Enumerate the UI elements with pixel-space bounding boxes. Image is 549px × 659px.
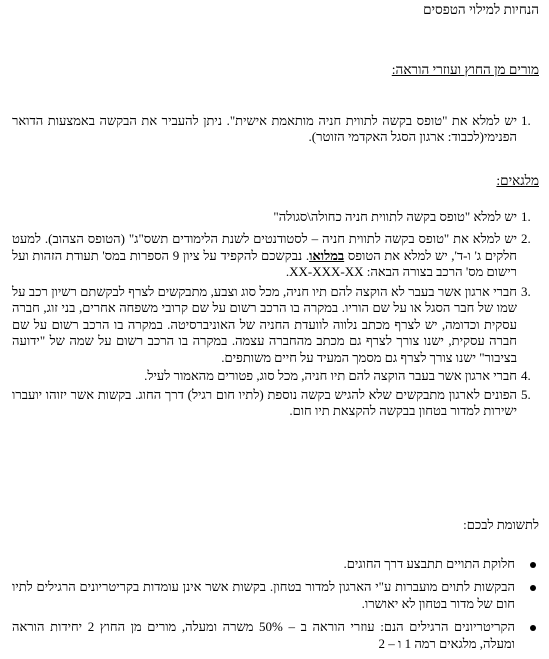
item-text: הפונים לארגון מתבקשים שלא להגיש בקשה נוספת (לתיו חום רגיל) דרך החוג. בקשות אשר יזוהו יועברו ישירות למדור בטחון בבקשה להקצאת תיו חום.	[12, 386, 517, 418]
item-text: יש למלא את "טופס בקשה לתווית חניה מותאמת אישית". ניתן להעביר את הבקשה באמצעות הדואר הפנימי(לכבוד: ארגון הסגל האקדמי הזוטר).	[12, 112, 517, 144]
numbered-list	[12, 113, 539, 146]
item-emphasis: במלואו	[309, 247, 345, 263]
list-item	[12, 231, 531, 281]
list-item	[12, 368, 531, 385]
bullet-list	[12, 556, 539, 653]
item-text: חברי ארגון אשר בעבר הוקצה להם תיו חניה, מכל סוג, פטורים מהאמור לעיל.	[144, 368, 517, 383]
item-number: 5.	[521, 386, 531, 402]
bullet-icon	[530, 625, 536, 631]
item-number: 1.	[521, 208, 531, 224]
page-title: הנחיות למילוי הטפסים	[423, 2, 539, 17]
bullet-icon	[530, 585, 536, 591]
item-number: 3.	[521, 283, 531, 299]
item-text-continued: . נבקשכם להקפיד על ציון 9 הספרות במס' תעודת הזהות ועל רישום מס' הרכב בצורה הבאה: XX-XXX-XX.	[12, 247, 517, 279]
section-external-teachers	[12, 62, 539, 146]
bullet-icon	[530, 562, 536, 568]
list-item	[12, 208, 531, 226]
section-please-note	[12, 517, 539, 659]
item-number: 1.	[521, 112, 531, 128]
item-text: הקריטריונים הרגילים הנם: עוזרי הוראה ב – 50% משרה ומעלה, מורים מן החוץ 2 יחידות הוראה ומעלה, מלגאים רמה 1 ו – 2	[12, 619, 515, 651]
numbered-list	[12, 209, 539, 420]
section-heading: מורים מן החוץ ועוזרי הוראה:	[391, 62, 539, 77]
list-item	[12, 386, 531, 420]
item-text: יש למלא "טופס בקשה לתווית חניה כחולה\סגולה"	[273, 208, 517, 224]
section-scholarship-students	[12, 173, 539, 420]
item-text: הבקשות לתוים מועברות ע"י הארגון למדור בטחון. בקשות אשר אינן עומדות בקריטריונים הרגילים לתיו חום של מדור בטחון לא יאושרו.	[12, 579, 515, 611]
item-number: 4.	[521, 368, 531, 383]
list-item	[12, 556, 515, 573]
section-heading: מלגאים:	[496, 173, 539, 188]
list-item	[12, 283, 531, 367]
item-text: חברי ארגון אשר בעבר לא הוקצה להם תיו חניה, מכל סוג וצבע, מתבקשים לצרף לבקשתם רשיון רכב על שמו של חבר הסגל או על שם הוריו. במקרה בו הרכב רשום על שם קרובי משפחה אחרים, בני זוג, חברה עסקית וכדומה, יש לצרף מכתב נלווה לוועדת החניה של האוניברסיטה. במקרה בו הרכב רשום על שם חברה עסקית, ישנו צורך לצרף גם מכתב מהחברה עצמה. במקרה בו הרכב רשום על שמה של "ידועה בציבור" ישנו צורך לצרף גם מסמך המעיד על חיים משותפים.	[12, 283, 517, 365]
item-text: יש למלא את "טופס בקשה לתווית חניה – לסטודנטים לשנת הלימודים תשס"ג" (הטופס הצהוב). למעט חלקים ג' ו-ד', יש למלא את הטופס	[12, 231, 517, 263]
list-item	[12, 112, 531, 146]
list-item	[12, 579, 515, 612]
item-text: חלוקת התויים תתבצע דרך החוגים.	[343, 555, 515, 571]
section-heading: לתשומת לבכם:	[463, 517, 539, 532]
list-item	[12, 619, 515, 652]
item-number: 2.	[521, 231, 531, 246]
